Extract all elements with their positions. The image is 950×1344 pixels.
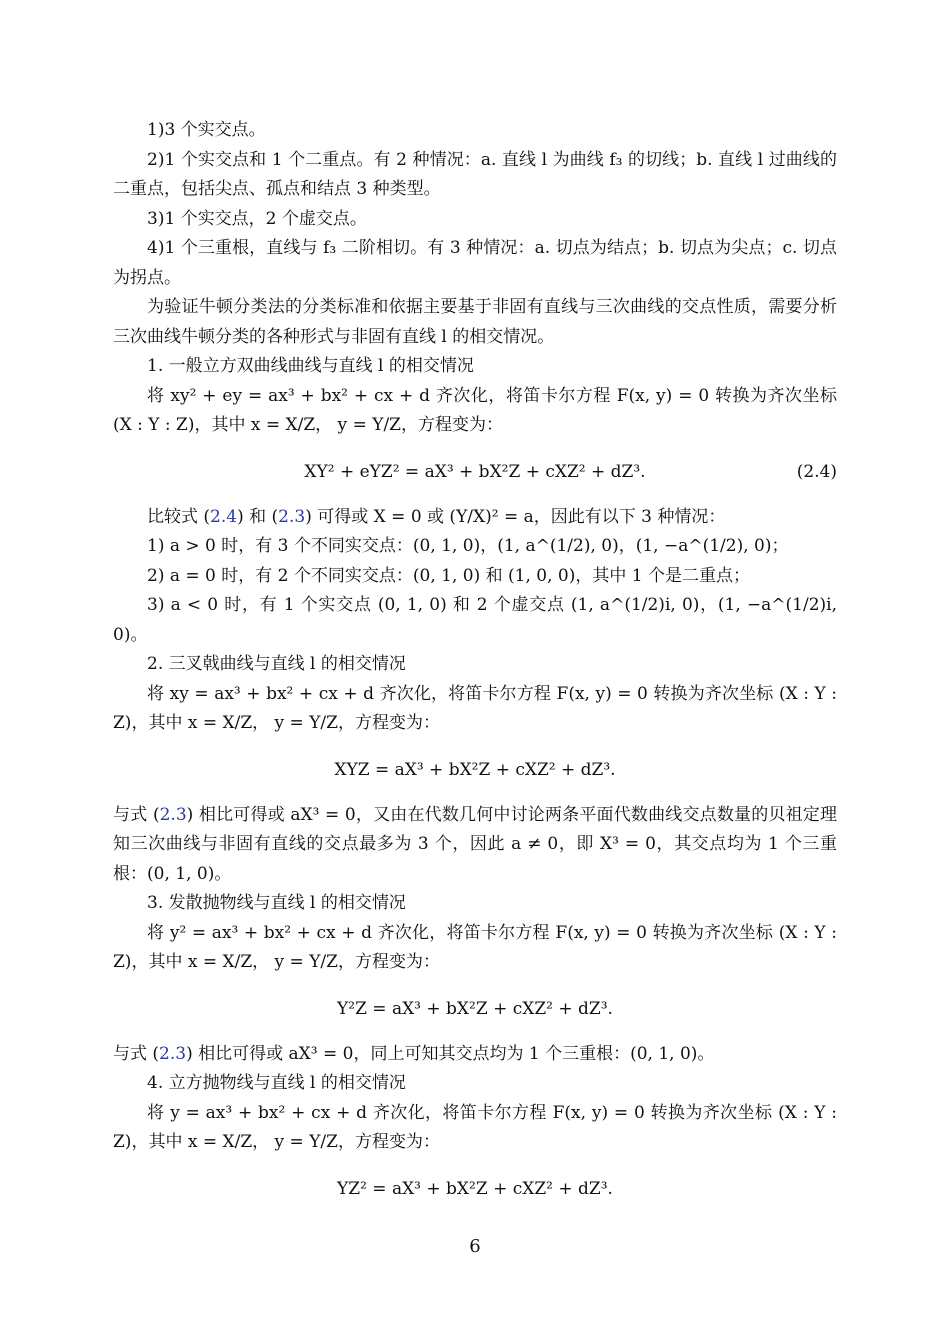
equation-ref-link[interactable]: 2.3 <box>278 506 306 527</box>
paragraph-sub-case-2: 2) a = 0 时，有 2 个不同实交点：(0, 1, 0) 和 (1, 0, 0)，其中 1 个是二重点； <box>147 565 750 586</box>
paragraph-homogenize-3: 将 y² = ax³ + bx² + cx + d 齐次化，将笛卡尔方程 F(x, y) = 0 转换为齐次坐标 (X : Y : Z)，其中 x = X/Z， y = Y/Z，方程变为： <box>113 922 837 972</box>
equation-text: Y²Z = aX³ + bX²Z + cXZ² + dZ³. <box>337 998 613 1019</box>
page-number: 6 <box>469 1236 481 1257</box>
equation-text: XY² + eYZ² = aX³ + bX²Z + cXZ² + dZ³. <box>304 461 646 482</box>
paragraph-compare <box>113 503 837 533</box>
paragraph-homogenize-4: 将 y = ax³ + bx² + cx + d 齐次化，将笛卡尔方程 F(x, y) = 0 转换为齐次坐标 (X : Y : Z)，其中 x = X/Z， y = Y/Z，方程变为： <box>113 1102 837 1152</box>
paragraph-case-2: 2)1 个实交点和 1 个二重点。有 2 种情况：a. 直线 l 为曲线 f₃ 的切线；b. 直线 l 过曲线的二重点，包括尖点、孤点和结点 3 种类型。 <box>113 149 837 199</box>
paragraph-intro: 为验证牛顿分类法的分类标准和依据主要基于非固有直线与三次曲线的交点性质，需要分析三次曲线牛顿分类的各种形式与非固有直线 l 的相交情况。 <box>113 297 837 347</box>
paragraph-case-1: 1)3 个实交点。 <box>147 120 266 140</box>
text-fragment: 与式 ( <box>113 804 160 825</box>
section-heading-4: 4. 立方抛物线与直线 l 的相交情况 <box>147 1073 406 1093</box>
text-fragment: 比较式 ( <box>147 506 211 527</box>
paragraph-sub-case-3: 3) a < 0 时，有 1 个实交点 (0, 1, 0) 和 2 个虚交点 (1, a^(1/2)i, 0)，(1, −a^(1/2)i, 0)。 <box>113 595 837 645</box>
equation-number: (2.4) <box>796 461 837 482</box>
paragraph-bezout <box>113 801 837 890</box>
equation-ref-link[interactable]: 2.3 <box>159 1043 187 1064</box>
paragraph-homogenize-2: 将 xy = ax³ + bx² + cx + d 齐次化，将笛卡尔方程 F(x, y) = 0 转换为齐次坐标 (X : Y : Z)，其中 x = X/Z， y = Y/Z，方程变为： <box>113 683 837 733</box>
equation-cubic-parabola <box>113 1158 837 1220</box>
paragraph-sub-case-1: 1) a > 0 时，有 3 个不同实交点：(0, 1, 0)，(1, a^(1/2), 0)，(1, −a^(1/2), 0)； <box>147 536 789 556</box>
paragraph-case-3: 3)1 个实交点，2 个虚交点。 <box>147 208 367 229</box>
equation-ref-link[interactable]: 2.3 <box>159 804 187 825</box>
paragraph-homogenize-1: 将 xy² + ey = ax³ + bx² + cx + d 齐次化，将笛卡尔方程 F(x, y) = 0 转换为齐次坐标 (X : Y : Z)，其中 x = X/Z， y = Y/Z，方程变为： <box>113 385 837 435</box>
text-fragment: ) 相比可得或 aX³ = 0，同上可知其交点均为 1 个三重根：(0, 1, 0)。 <box>186 1043 715 1064</box>
text-fragment: ) 可得或 X = 0 或 (Y/X)² = a，因此有以下 3 种情况： <box>305 506 726 527</box>
section-heading-3: 3. 发散抛物线与直线 l 的相交情况 <box>147 893 406 913</box>
page-body <box>113 116 837 1220</box>
equation-ref-link[interactable]: 2.4 <box>210 506 238 527</box>
equation-2-4 <box>113 441 837 503</box>
section-heading-1: 1. 一般立方双曲线曲线与直线 l 的相交情况 <box>147 356 474 376</box>
equation-text: XYZ = aX³ + bX²Z + cXZ² + dZ³. <box>334 759 616 780</box>
equation-trident <box>113 739 837 801</box>
paragraph-triple-root <box>113 1040 837 1070</box>
text-fragment: ) 和 ( <box>237 506 279 527</box>
section-heading-2: 2. 三叉戟曲线与直线 l 的相交情况 <box>147 654 406 674</box>
text-fragment: 与式 ( <box>113 1043 160 1064</box>
equation-text: YZ² = aX³ + bX²Z + cXZ² + dZ³. <box>337 1178 613 1199</box>
paragraph-case-4: 4)1 个三重根，直线与 f₃ 二阶相切。有 3 种情况：a. 切点为结点；b. 切点为尖点；c. 切点为拐点。 <box>113 238 837 288</box>
text-fragment: ) 相比可得或 aX³ = 0，又由在代数几何中讨论两条平面代数曲线交点数量的贝祖定理知三次曲线与非固有直线的交点最多为 3 个，因此 a ≠ 0，即 X³ = 0，其交点均为 1 个三重根：(0, 1, 0)。 <box>113 804 837 884</box>
equation-divergent-parabola <box>113 978 837 1040</box>
